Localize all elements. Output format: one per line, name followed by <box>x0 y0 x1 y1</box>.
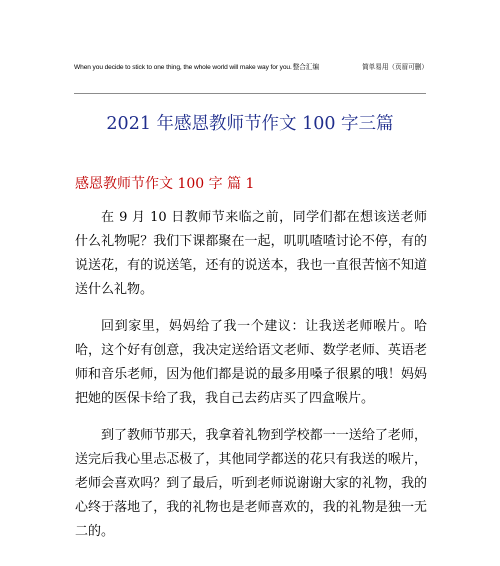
paragraph: 到了教师节那天，我拿着礼物到学校都一一送给了老师，送完后我心里忐忑极了，其他同学都送的花只有我送的喉片，老师会喜欢吗？到了最后，听到老师说谢谢大家的礼物，我的心终于落地了，我的礼物也是老师喜欢的，我的礼物是独一无二的。 <box>75 428 427 539</box>
header-tagline: When you decide to stick to one thing, the whole world will make way for you. <box>74 64 292 71</box>
body-text <box>75 206 427 557</box>
header-source: 整合汇编 <box>292 64 320 71</box>
header-divider <box>74 93 426 94</box>
paragraph: 在 9 月 10 日教师节来临之前，同学们都在想该送老师什么礼物呢？我们下课都聚在一起，叽叽喳喳讨论不停，有的说送花，有的说送笔，还有的说送本，我也一直很苦恼不知道送什么礼物。 <box>75 210 427 297</box>
paragraph: 回到家里，妈妈给了我一个建议：让我送老师喉片。哈哈，这个好有创意，我决定送给语文老师、数学老师、英语老师和音乐老师，因为他们都是说的最多用嗓子很累的哦！妈妈把她的医保卡给了我，我自己去药店买了四盒喉片。 <box>75 319 427 406</box>
document-title: 2021 年感恩教师节作文 100 字三篇 <box>106 114 394 134</box>
page-header <box>74 62 430 74</box>
header-note: 简单易用（页眉可删） <box>362 64 428 71</box>
section-title: 感恩教师节作文 100 字 篇 1 <box>75 176 255 192</box>
